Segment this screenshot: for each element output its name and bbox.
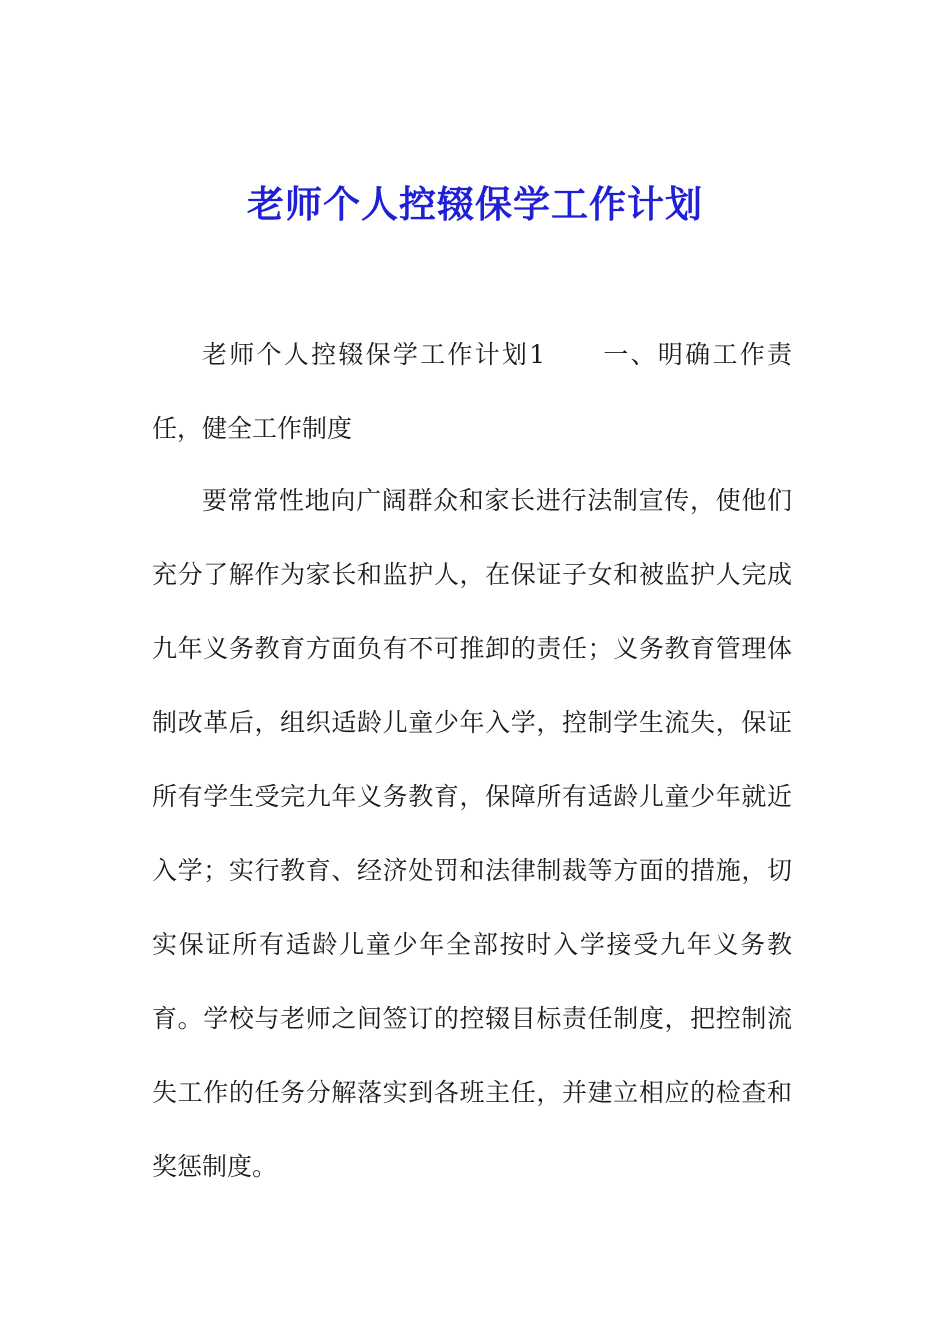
paragraph-body xyxy=(152,464,792,1204)
body-paragraph-text: 要常常性地向广阔群众和家长进行法制宣传，使他们充分了解作为家长和监护人，在保证子女和被监护人完成九年义务教育方面负有不可推卸的责任；义务教育管理体制改革后，组织适龄儿童少年入学，控制学生流失，保证所有学生受完九年义务教育，保障所有适龄儿童少年就近入学；实行教育、经济处罚和法律制裁等方面的措施，切实保证所有适龄儿童少年全部按时入学接受九年义务教育。学校与老师之间签订的控辍目标责任制度，把控制流失工作的任务分解落实到各班主任，并建立相应的检查和奖惩制度。 xyxy=(152,486,792,1181)
paragraph-heading xyxy=(152,318,792,466)
section-heading-text: 一、明确工作责任，健全工作制度 xyxy=(152,340,792,443)
document-title: 老师个人控辍保学工作计划 xyxy=(247,182,703,226)
plan-number-label: 老师个人控辍保学工作计划1 xyxy=(202,340,546,369)
